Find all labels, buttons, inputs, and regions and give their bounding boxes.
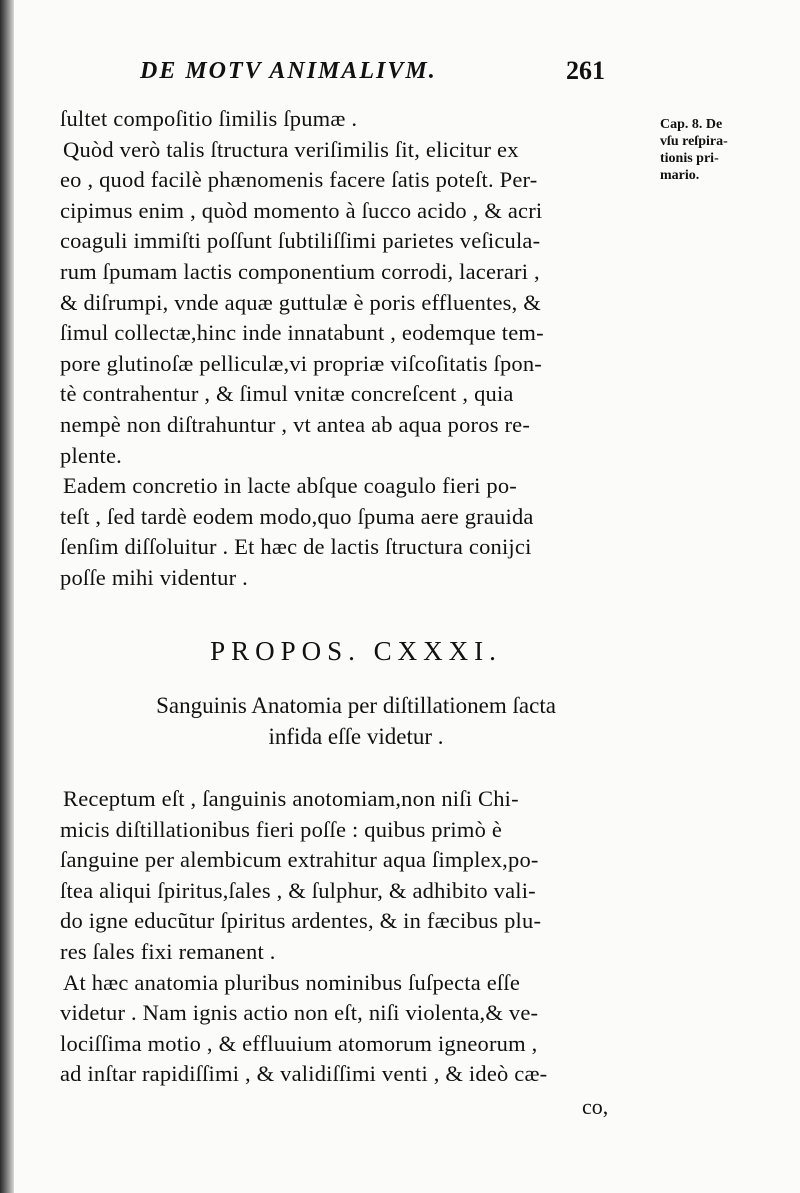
text-line: cipimus enim , quòd momento à ſucco acido , & acri	[60, 197, 543, 223]
text-line: videtur . Nam ignis actio non eſt, niſi violenta,& ve-	[60, 1000, 539, 1026]
page-gutter-shadow	[0, 0, 14, 1193]
text-block-first	[60, 104, 652, 594]
margin-note-line: vſu reſpira-	[660, 134, 728, 149]
text-line: ad inſtar rapidiſſimi , & validiſſimi venti , & ideò cæ-	[60, 1061, 548, 1087]
text-line: rum ſpumam lactis componentium corrodi, lacerari ,	[60, 258, 540, 284]
proposition-subtitle	[60, 690, 652, 752]
catchword: co,	[582, 1094, 609, 1119]
text-line: & diſrumpi, vnde aquæ guttulæ è poris effluentes, &	[60, 289, 541, 315]
text-line: poſſe mihi videntur .	[60, 564, 248, 590]
text-line: pore glutinoſæ pelliculæ,vi propriæ viſcoſitatis ſpon-	[60, 350, 543, 376]
text-line: Eadem concretio in lacte abſque coagulo fieri po-	[63, 473, 517, 499]
text-line: ſtea aliqui ſpiritus,ſales , & ſulphur, & adhibito vali-	[60, 877, 536, 903]
margin-note-line: mario.	[660, 168, 700, 183]
text-line: do igne educũtur ſpiritus ardentes, & in fæcibus plu-	[60, 908, 542, 934]
text-line: ſultet compoſitio ſimilis ſpumæ .	[60, 106, 358, 131]
text-line: teſt , ſed tardè eodem modo,quo ſpuma aere grauida	[60, 503, 534, 529]
text-line: ſanguine per alembicum extrahitur aqua ſimplex,po-	[60, 847, 539, 873]
text-line: res ſales fixi remanent .	[60, 938, 276, 964]
text-line: eo , quod facilè phænomenis facere ſatis poteſt. Per-	[60, 167, 538, 193]
running-head: DE MOTV ANIMALIVM.	[140, 58, 437, 84]
text-line: nempè non diſtrahuntur , vt antea ab aqua poros re-	[60, 411, 531, 437]
text-line: plente.	[60, 442, 123, 468]
margin-note	[660, 116, 790, 184]
text-line: coaguli immiſti poſſunt ſubtiliſſimi parietes veſicula-	[60, 228, 541, 254]
margin-note-line: tionis pri-	[660, 151, 719, 166]
text-line: lociſſima motio , & effluuium atomorum igneorum ,	[60, 1030, 538, 1056]
text-line: ſimul collectæ,hinc inde innatabunt , eodemque tem-	[60, 320, 544, 346]
proposition-heading: PROPOS. CXXXI.	[210, 636, 502, 666]
margin-note-line: Cap. 8. De	[660, 117, 723, 132]
text-line: tè contrahentur , & ſimul vnitæ concreſcent , quia	[60, 381, 514, 407]
text-line: ſenſim diſſoluitur . Et hæc de lactis ſtructura conijci	[60, 534, 532, 560]
page-number: 261	[566, 56, 605, 85]
text-line: Receptum eſt , ſanguinis anotomiam,non niſi Chi-	[63, 786, 519, 811]
text-line: At hæc anatomia pluribus nominibus ſuſpecta eſſe	[63, 969, 521, 995]
text-line: micis diſtillationibus fieri poſſe : quibus primò è	[60, 816, 503, 842]
subtitle-line: infida eſſe videtur .	[268, 724, 444, 749]
subtitle-line: Sanguinis Anatomia per diſtillationem ſacta	[156, 693, 556, 718]
text-block-second	[60, 784, 652, 1090]
text-line: Quòd verò talis ſtructura veriſimilis ſit, elicitur ex	[63, 136, 519, 162]
